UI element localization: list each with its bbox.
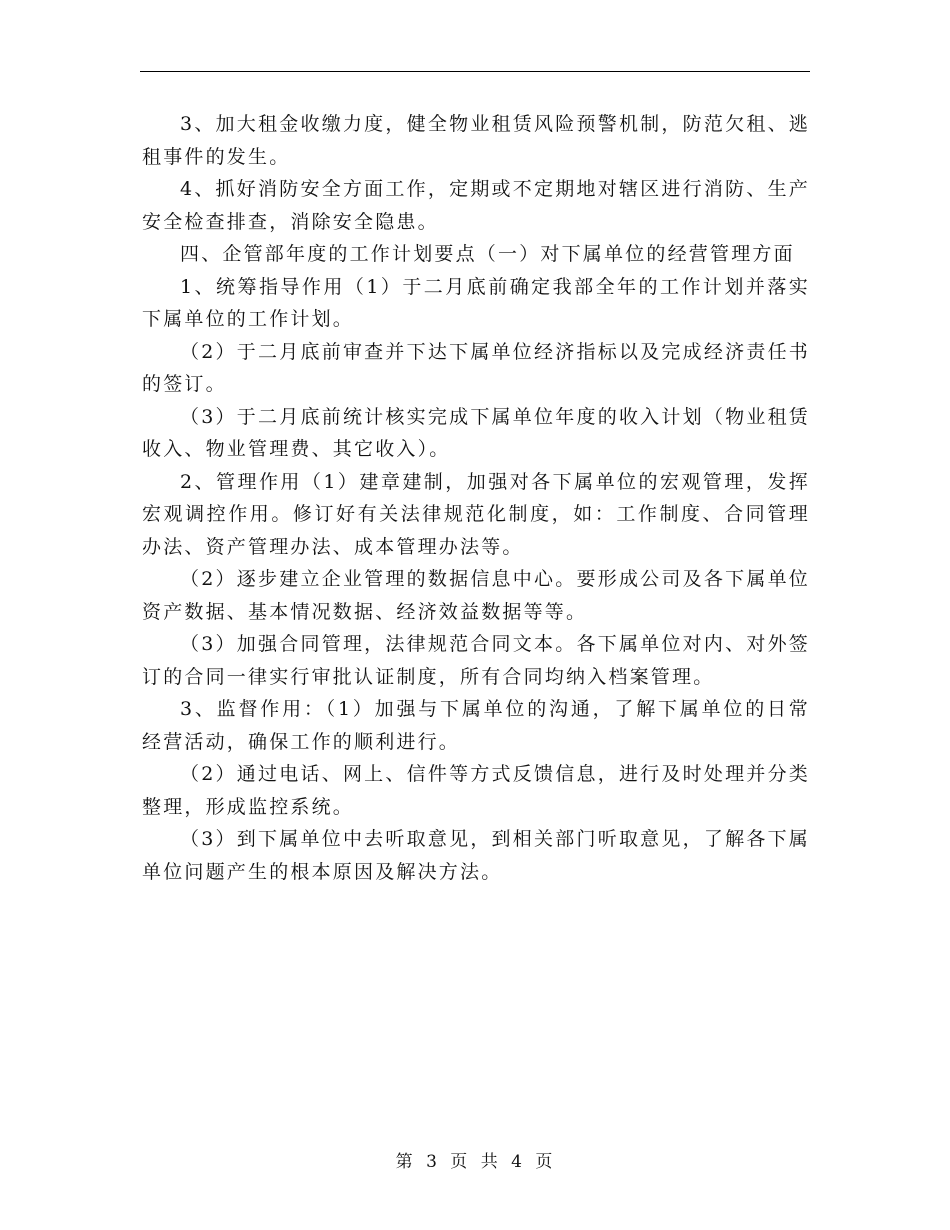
document-body (142, 108, 810, 888)
paragraph: 3、监督作用：（1）加强与下属单位的沟通，了解下属单位的日常经营活动，确保工作的顺利进行。 (142, 698, 810, 753)
paragraph: 1、统筹指导作用（1）于二月底前确定我部全年的工作计划并落实下属单位的工作计划。 (142, 275, 810, 330)
paragraph: 4、抓好消防安全方面工作，定期或不定期地对辖区进行消防、生产安全检查排查，消除安全隐患。 (142, 178, 810, 233)
paragraph: （3）于二月底前统计核实完成下属单位年度的收入计划（物业租赁收入、物业管理费、其它收入）。 (142, 405, 810, 460)
paragraph: （2）于二月底前审查并下达下属单位经济指标以及完成经济责任书的签订。 (142, 340, 810, 395)
paragraph: （3）加强合同管理，法律规范合同文本。各下属单位对内、对外签订的合同一律实行审批认证制度，所有合同均纳入档案管理。 (142, 633, 810, 688)
paragraph: 2、管理作用（1）建章建制，加强对各下属单位的宏观管理，发挥宏观调控作用。修订好有关法律规范化制度，如：工作制度、合同管理办法、资产管理办法、成本管理办法等。 (142, 470, 810, 558)
paragraph: （3）到下属单位中去听取意见，到相关部门听取意见，了解各下属单位问题产生的根本原因及解决方法。 (142, 828, 810, 883)
paragraph: 3、加大租金收缴力度，健全物业租赁风险预警机制，防范欠租、逃租事件的发生。 (142, 113, 810, 168)
page-number-footer: 第 3 页 共 4 页 (395, 1152, 555, 1172)
paragraph: （2）通过电话、网上、信件等方式反馈信息，进行及时处理并分类整理，形成监控系统。 (142, 763, 810, 818)
section-heading: 四、企管部年度的工作计划要点（一）对下属单位的经营管理方面 (180, 243, 795, 265)
header-rule (140, 71, 810, 72)
paragraph: （2）逐步建立企业管理的数据信息中心。要形成公司及各下属单位资产数据、基本情况数据、经济效益数据等等。 (142, 568, 810, 623)
